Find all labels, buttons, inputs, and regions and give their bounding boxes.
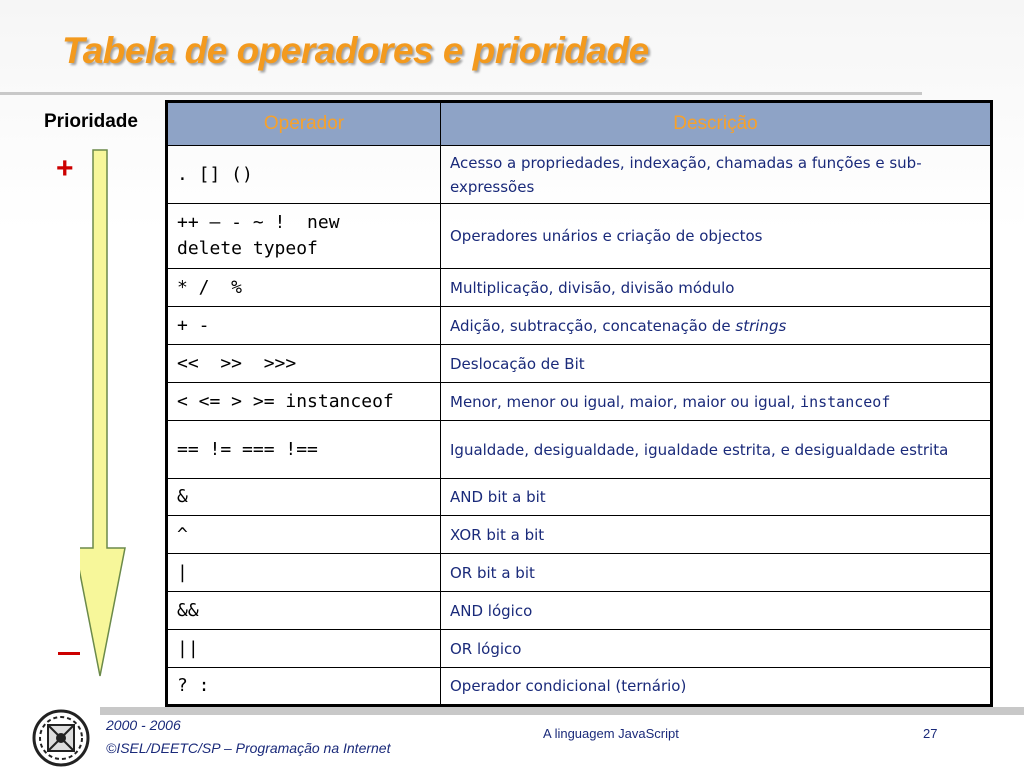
table-row <box>167 516 992 554</box>
operator-cell: << >> >>> <box>167 345 441 383</box>
description-text: Menor, menor ou igual, maior, maior ou igual, <box>450 392 801 411</box>
footer-years: 2000 - 2006 <box>106 717 181 733</box>
table-row <box>167 479 992 516</box>
operator-cell: && <box>167 592 441 630</box>
table-row <box>167 307 992 345</box>
description-cell: AND lógico <box>441 592 992 630</box>
table-row <box>167 421 992 479</box>
operator-cell: == != === !== <box>167 421 441 479</box>
title-divider <box>0 92 922 95</box>
operator-cell: ? : <box>167 668 441 706</box>
table-row <box>167 592 992 630</box>
slide-title: Tabela de operadores e prioridade <box>62 30 649 71</box>
operator-cell: || <box>167 630 441 668</box>
table-row <box>167 554 992 592</box>
description-cell: XOR bit a bit <box>441 516 992 554</box>
isel-logo-icon <box>30 707 92 767</box>
operator-cell: & <box>167 479 441 516</box>
operator-cell: | <box>167 554 441 592</box>
description-cell: Deslocação de Bit <box>441 345 992 383</box>
footer-divider <box>100 707 1024 715</box>
description-cell: Multiplicação, divisão, divisão módulo <box>441 269 992 307</box>
table-row <box>167 383 992 421</box>
plus-sign: + <box>56 152 74 185</box>
description-cell: Operadores unários e criação de objectos <box>441 204 992 269</box>
table-row <box>167 345 992 383</box>
header-description: Descrição <box>441 102 992 146</box>
description-cell: OR bit a bit <box>441 554 992 592</box>
priority-label: Prioridade <box>44 111 138 132</box>
table-row <box>167 146 992 204</box>
operator-cell: ^ <box>167 516 441 554</box>
description-cell: Acesso a propriedades, indexação, chamadas a funções e sub-expressões <box>441 146 992 204</box>
page-number: 27 <box>923 726 938 741</box>
minus-sign <box>58 652 80 655</box>
footer-subject: A linguagem JavaScript <box>543 726 679 741</box>
operator-cell: < <= > >= instanceof <box>167 383 441 421</box>
description-emphasis: strings <box>735 316 787 335</box>
description-text: Adição, subtracção, concatenação de <box>450 316 736 335</box>
operator-cell: ++ — - ~ ! new delete typeof <box>167 204 441 269</box>
priority-down-arrow-icon <box>80 148 130 678</box>
operator-table <box>165 100 993 707</box>
description-cell: Operador condicional (ternário) <box>441 668 992 706</box>
table-header-row <box>167 102 992 146</box>
description-cell: OR lógico <box>441 630 992 668</box>
footer-course: ©ISEL/DEETC/SP – Programação na Internet <box>106 740 391 756</box>
description-cell <box>441 383 992 421</box>
operator-cell: + - <box>167 307 441 345</box>
description-cell <box>441 307 992 345</box>
header-operator: Operador <box>167 102 441 146</box>
operator-cell: * / % <box>167 269 441 307</box>
description-code: instanceof <box>800 392 891 411</box>
table-row <box>167 668 992 706</box>
table-row <box>167 204 992 269</box>
table-row <box>167 269 992 307</box>
operator-cell: . [] () <box>167 146 441 204</box>
table-row <box>167 630 992 668</box>
description-cell: AND bit a bit <box>441 479 992 516</box>
description-cell: Igualdade, desigualdade, igualdade estrita, e desigualdade estrita <box>441 421 992 479</box>
